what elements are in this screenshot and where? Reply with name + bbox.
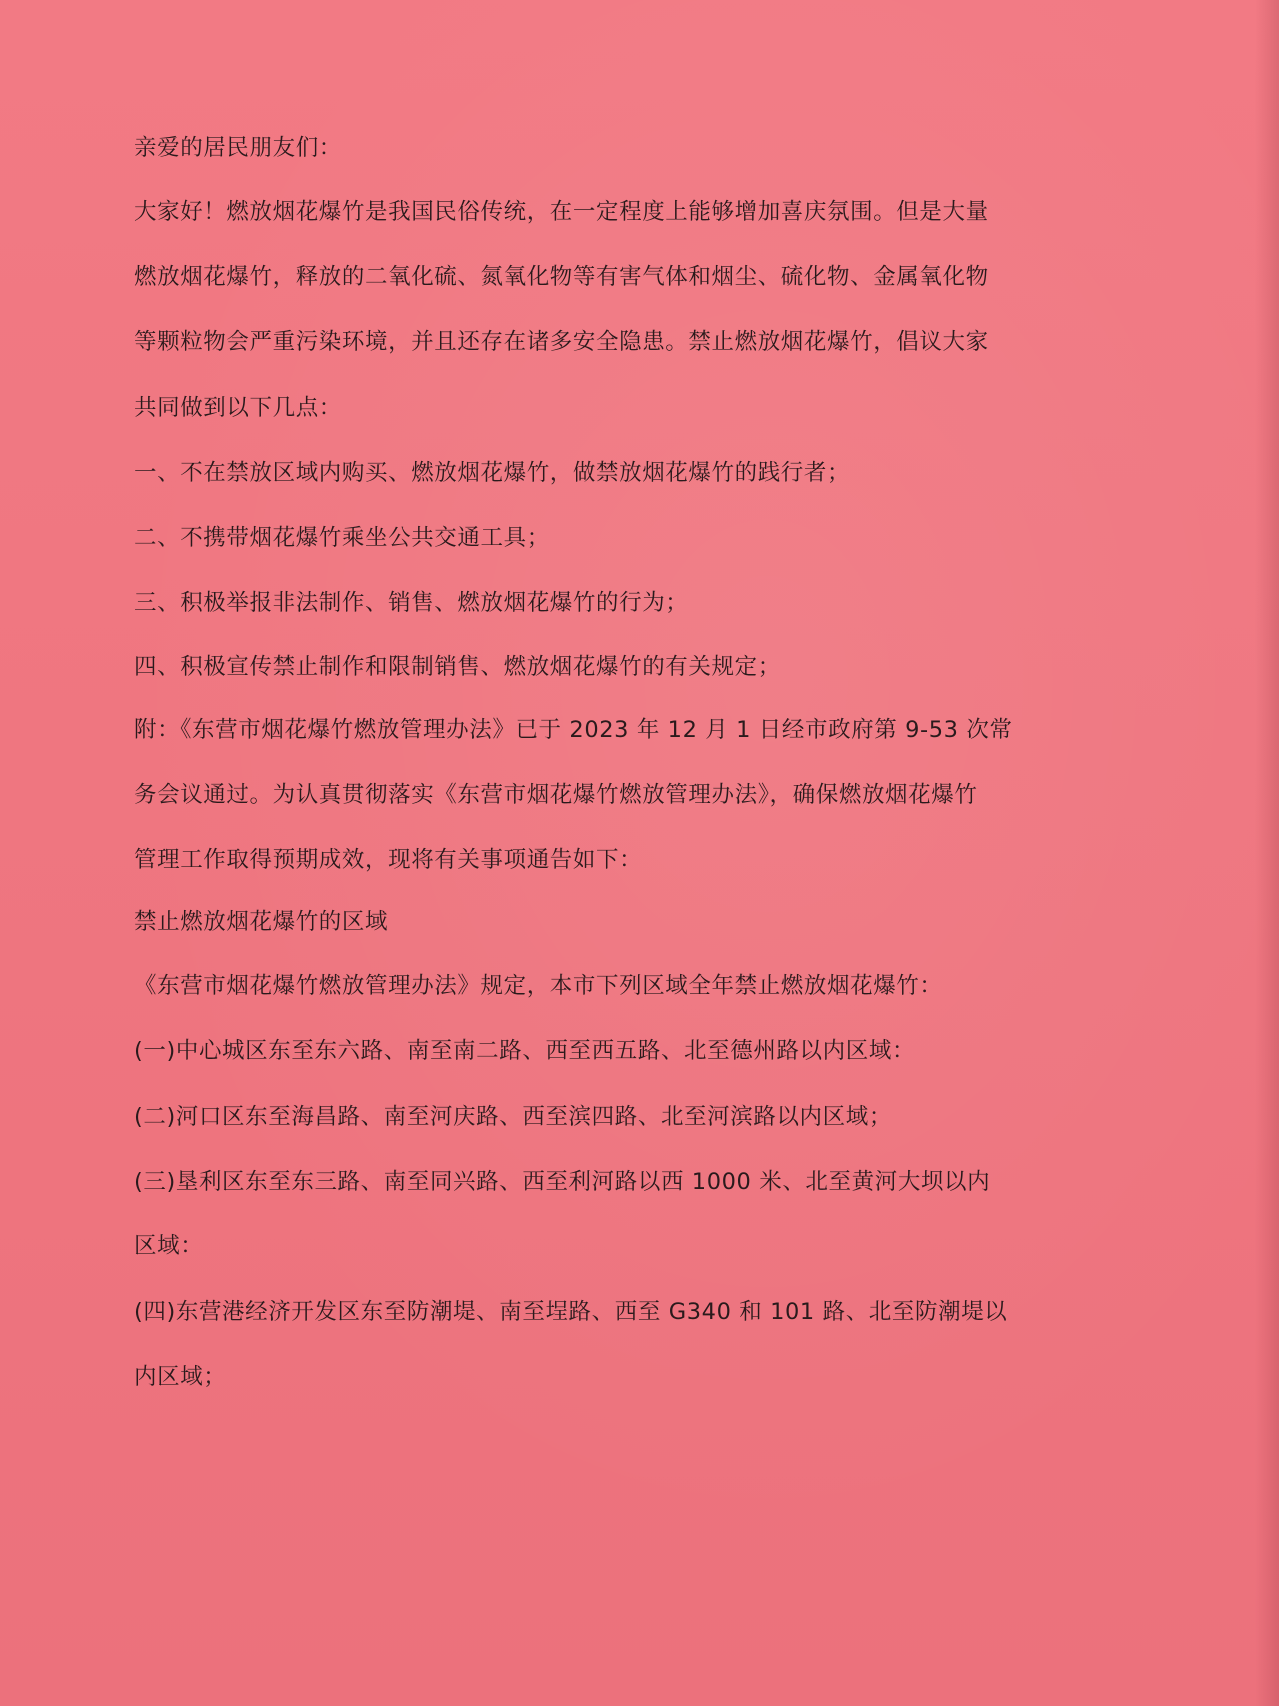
body-line-2: 燃放烟花爆竹，释放的二氧化硫、氮氧化物等有害气体和烟尘、硫化物、金属氧化物 [134,264,989,290]
point-one: 一、不在禁放区域内购买、燃放烟花爆竹，做禁放烟花爆竹的践行者； [134,460,851,486]
salutation: 亲爱的居民朋友们： [134,135,342,161]
notice-document [134,0,1079,1706]
zone-item-2: (二)河口区东至海昌路、南至河庆路、西至滨四路、北至河滨路以内区域； [134,1104,892,1130]
point-two: 二、不携带烟花爆竹乘坐公共交通工具； [134,525,550,551]
point-four: 四、积极宣传禁止制作和限制销售、燃放烟花爆竹的有关规定； [134,654,781,680]
appendix-line-2: 务会议通过。为认真贯彻落实《东营市烟花爆竹燃放管理办法》，确保燃放烟花爆竹 [134,782,978,808]
zone-item-4: (四)东营港经济开发区东至防潮堤、南至埕路、西至 G340 和 101 路、北至防潮堤以 [134,1299,1008,1325]
paper-edge-shadow [1255,0,1279,1706]
body-line-3: 等颗粒物会严重污染环境，并且还存在诸多安全隐患。禁止燃放烟花爆竹，倡议大家 [134,329,989,355]
appendix-line-3: 管理工作取得预期成效，现将有关事项通告如下： [134,847,643,873]
body-line-4: 共同做到以下几点： [134,395,342,421]
zone-item-3: (三)垦利区东至东三路、南至同兴路、西至利河路以西 1000 米、北至黄河大坝以内 [134,1169,991,1195]
zone-item-4-cont: 内区域； [134,1364,227,1390]
point-three: 三、积极举报非法制作、销售、燃放烟花爆竹的行为； [134,590,689,616]
section-heading: 禁止燃放烟花爆竹的区域 [134,909,389,935]
zone-item-3-cont: 区域： [134,1233,204,1259]
appendix-line-1: 附：《东营市烟花爆竹燃放管理办法》已于 2023 年 12 月 1 日经市政府第 9-53 次常 [134,717,1013,743]
regulation-intro: 《东营市烟花爆竹燃放管理办法》规定，本市下列区域全年禁止燃放烟花爆竹： [134,973,943,999]
body-line-1: 大家好！燃放烟花爆竹是我国民俗传统，在一定程度上能够增加喜庆氛围。但是大量 [134,199,989,225]
zone-item-1: (一)中心城区东至东六路、南至南二路、西至西五路、北至德州路以内区域： [134,1038,916,1064]
